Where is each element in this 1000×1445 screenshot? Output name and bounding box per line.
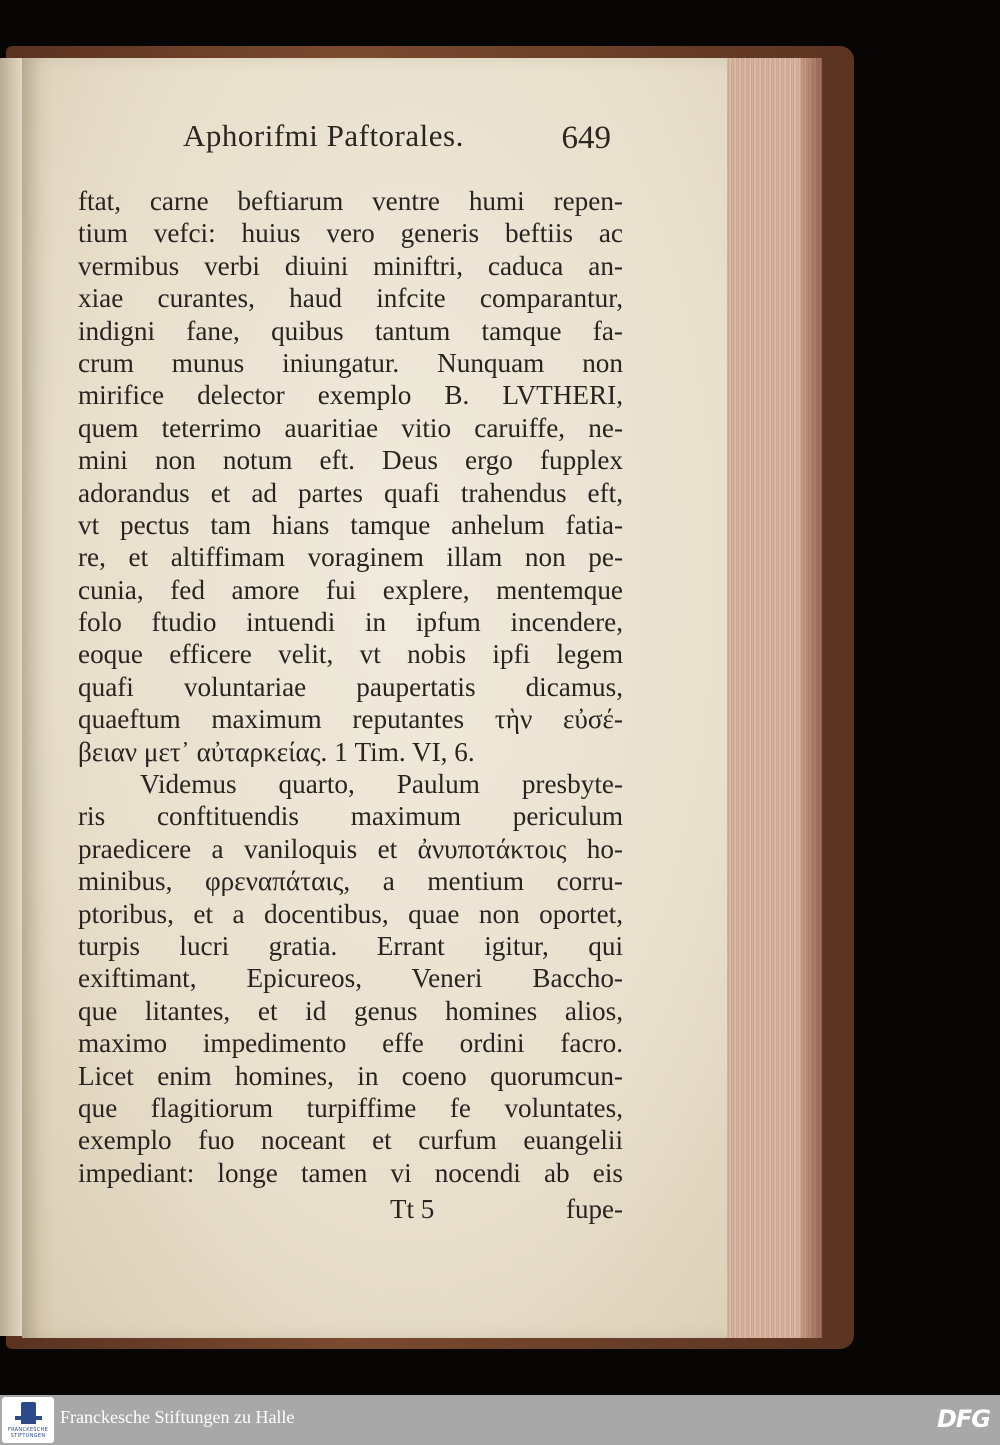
text-line: vt pectus tam hians tamque anhelum fatia- <box>78 509 623 540</box>
text-line: cunia, fed amore fui explere, mentemque <box>78 574 623 605</box>
page-block-edges <box>727 58 822 1338</box>
signature-mark: Tt 5 <box>390 1194 435 1224</box>
text-line: ptoribus, et a docentibus, quae non oportet, <box>78 898 623 929</box>
text-line: mini non notum eft. Deus ergo fupplex <box>78 445 623 476</box>
text-line: turpis lucri gratia. Errant igitur, qui <box>78 930 623 961</box>
logo-text: FRANCKESCHE STIFTUNGEN <box>7 1427 49 1439</box>
text-line: impediant: longe tamen vi nocendi ab eis <box>78 1157 623 1188</box>
text-line: que litantes, et id genus homines alios, <box>78 995 623 1026</box>
institution-name[interactable]: Franckesche Stiftungen zu Halle <box>60 1407 295 1427</box>
text-line: ris conftituendis maximum periculum <box>78 801 623 832</box>
text-line: que flagitiorum turpiffime fe voluntates, <box>78 1092 623 1123</box>
text-line: Licet enim homines, in coeno quorumcun- <box>78 1060 623 1091</box>
text-line: Videmus quarto, Paulum presbyte- <box>140 769 623 800</box>
text-line: βειαν μετ᾽ αὐταρκείας. 1 Tim. VI, 6. <box>78 736 475 767</box>
text-line: xiae curantes, haud infcite comparantur, <box>78 283 623 314</box>
text-line: re, et altiffimam voraginem illam non pe- <box>78 542 623 573</box>
catchword: fupe- <box>566 1194 623 1224</box>
text-line: tium vefci: huius vero generis beftiis ac <box>78 218 623 249</box>
text-line: eoque efficere velit, vt nobis ipfi legem <box>78 639 623 670</box>
text-line: adorandus et ad partes quafi trahendus eft, <box>78 477 623 508</box>
text-line: quafi voluntariae paupertatis dicamus, <box>78 671 623 702</box>
running-title: Aphorifmi Paftorales. <box>183 118 464 153</box>
text-line: mirifice delector exemplo B. LVTHERI, <box>78 380 623 411</box>
text-line: exemplo fuo noceant et curfum euangelii <box>78 1125 623 1156</box>
text-line: vermibus verbi diuini miniftri, caduca an- <box>78 250 623 281</box>
text-line: maximo impedimento effe ordini facro. <box>78 1028 623 1059</box>
dfg-logo[interactable]: DFG <box>936 1405 990 1433</box>
text-line: crum munus iniungatur. Nunquam non <box>78 347 623 378</box>
text-line: indigni fane, quibus tantum tamque fa- <box>78 315 623 346</box>
text-line: exiftimant, Epicureos, Veneri Baccho- <box>78 963 623 994</box>
page-number: 649 <box>561 120 611 156</box>
text-line: quem teterrimo auaritiae vitio caruiffe, ne- <box>78 412 623 443</box>
text-line: folo ftudio intuendi in ipfum incendere, <box>78 607 623 638</box>
running-head <box>183 112 623 162</box>
text-line: minibus, φρεναπάταις, a mentium corru- <box>78 866 623 897</box>
building-icon <box>21 1402 36 1424</box>
text-line: ftat, carne beftiarum ventre humi repen- <box>78 186 623 216</box>
page-footer-line <box>78 1190 623 1230</box>
text-line: praedicere a vaniloquis et ἀνυποτάκτοις ho- <box>78 833 623 864</box>
facing-page-edge <box>0 58 22 1336</box>
body-text <box>78 185 623 1189</box>
franckesche-stiftungen-logo[interactable] <box>2 1397 54 1443</box>
text-line: quaeftum maximum reputantes τὴν εὐσέ- <box>78 704 623 735</box>
viewer-footer-bar <box>0 1395 1000 1445</box>
